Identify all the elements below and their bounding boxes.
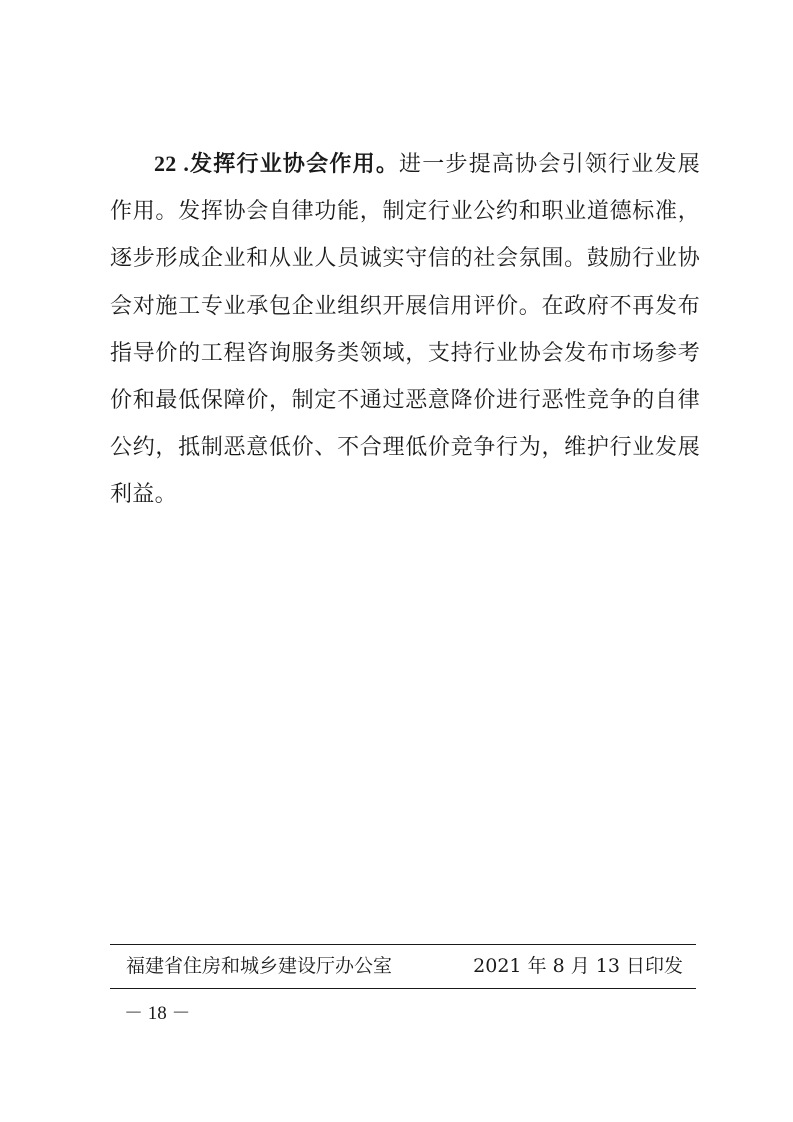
footer-issue-date: 2021 年 8 月 13 日印发 xyxy=(473,955,683,977)
paragraph-22 xyxy=(110,140,700,519)
footer-bottom-rule xyxy=(110,988,696,989)
item-title: 发挥行业协会作用。 xyxy=(189,152,400,177)
footer-issuer: 福建省住房和城乡建设厅办公室 xyxy=(126,955,393,977)
footer-top-rule xyxy=(110,944,696,945)
item-number: 22 . xyxy=(154,151,190,176)
item-body: 进一步提高协会引领行业发展作用。发挥协会自律功能，制定行业公约和职业道德标准，逐步形成企业和从业人员诚实守信的社会氛围。鼓励行业协会对施工专业承包企业组织开展信用评价。在政府不再发布指导价的工程咨询服务类领域，支持行业协会发布市场参考价和最低保障价，制定不通过恶意降价进行恶性竞争的自律公约，抵制恶意低价、不合理低价竞争行为，维护行业发展利益。 xyxy=(110,152,701,508)
page-number: － 18 － xyxy=(124,1003,191,1024)
